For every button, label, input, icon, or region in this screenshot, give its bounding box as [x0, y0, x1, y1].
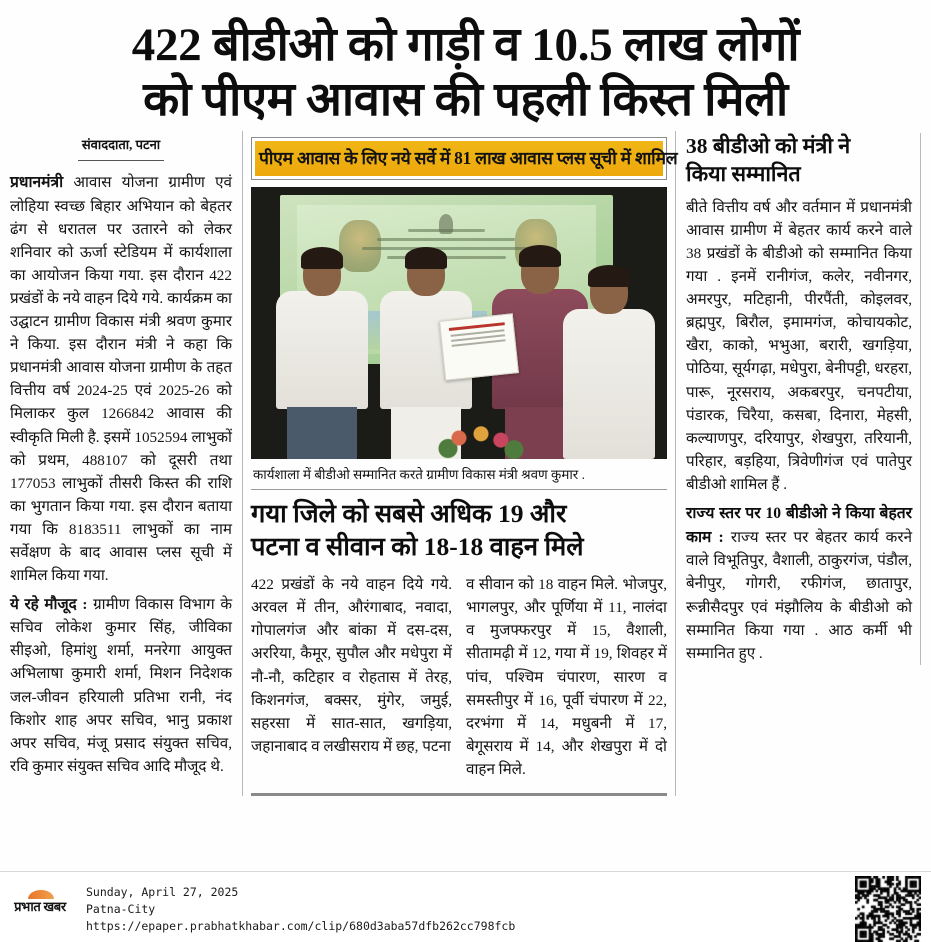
right-column-paragraph-1: बीते वित्तीय वर्ष और वर्तमान में प्रधानमंत्री आवास ग्रामीण में बेहतर कार्य करने वाले 38 प्रखंडों के बीडीओ को सम्मानित किया गया . इनमें रानीगंज, कलेर, नवीनगर, अमरपुर, मटिहानी, पीरपैंती, कोइलवर, ब्रह्मपुर, बिरौल, इमामगंज, कोचायकोट, खैरा, काको, भभुआ, बरारी, खगड़िया, पोठिया, सूर्यगढ़ा, मधेपुरा, बेनीपट्टी, धरहरा, पारू, नूरसराय, अकबरपुर, चनपटीया, पंडारक, चिरैया, कसबा, दिनारा, मेहसी, कल्याणपुर, दरियापुर, शेखपुरा, तरियानी, परिहार, बड़हिया, त्रिवेणीगंज एवं पातेपुर बीडीओ शामिल हैं . [686, 198, 912, 493]
mid-column-text-right-wrap [466, 573, 667, 787]
edition-name: Patna-City [86, 902, 156, 917]
clipping-footer [0, 871, 931, 942]
left-column-present-paragraph [10, 593, 232, 778]
article-photo [251, 187, 667, 459]
photo-person-head [590, 269, 628, 314]
right-column-headline [686, 133, 912, 189]
right-column-sub-label: राज्य स्तर पर 10 बीडीओ ने किया बेहतर काम : [686, 505, 912, 546]
clip-url[interactable]: https://epaper.prabhatkhabar.com/clip/680d3aba57dfb262cc798fcb [86, 919, 516, 934]
right-column-paragraph-2 [686, 502, 912, 665]
mid-column-text-left-wrap [251, 573, 452, 787]
headline-line-1: 422 बीडीओ को गाड़ी व 10.5 लाख लोगों [131, 19, 800, 71]
photo-person-torso [563, 309, 655, 459]
logo-text: प्रभात खबर [14, 899, 66, 914]
mid-column-text-right: व सीवान को 18 वाहन मिले. भोजपुर, भागलपुर, और पूर्णिया में 11, नालंदा व मुजफ्फरपुर में 15, वैशाली, सीतामढ़ी में 12, गया में 19, शिवहर में पांच, पश्चिम चंपारण, सारण व समस्तीपुर में 16, पूर्वी चंपारण में 22, दरभंगा में 14, मधुबनी में 17, बेगूसराय में 14, और शेखपुरा में दो वाहन मिले. [466, 576, 667, 778]
article-bottom-divider [251, 793, 667, 796]
lead-word: प्रधानमंत्री [10, 173, 64, 191]
photo-caption: कार्यशाला में बीडीओ सम्मानित करते ग्रामीण विकास मंत्री श्रवण कुमार . [251, 459, 667, 490]
left-column [10, 131, 242, 784]
mid-column-text-columns [251, 573, 667, 787]
photo-person-4 [563, 269, 655, 459]
present-text: ग्रामीण विकास विभाग के सचिव लोकेश कुमार सिंह, जीविका सीइओ, हिमांशु शर्मा, मनरेगा आयुक्त अभिलाषा कुमारी शर्मा, मिशन निदेशक जल-जीवन हरियाली प्रतिभा रानी, नंद किशोर शाह अपर सचिव, भानु प्रकाश अपर सचिव, मंजू प्रसाद संयुक्त सचिव, रवि कुमार संयुक्त सचिव आदि मौजूद थे. [10, 596, 232, 775]
photo-person-head [407, 251, 445, 296]
right-column-headline-line-1: 38 बीडीओ को मंत्री ने [686, 133, 851, 158]
publication-date: Sunday, April 27, 2025 [86, 885, 239, 899]
byline: संवाददाता, पटना [81, 136, 161, 152]
clipping-metadata [86, 884, 515, 935]
byline-divider [78, 160, 164, 161]
highlight-banner-text: पीएम आवास के लिए नये सर्वे में 81 लाख आवास प्लस सूची में शामिल [255, 141, 663, 176]
photo-person-1 [276, 251, 368, 459]
photo-person-head [303, 251, 341, 296]
highlight-banner [251, 137, 678, 180]
photo-text-line [408, 229, 485, 232]
left-column-paragraph-1-text: आवास योजना ग्रामीण एवं लोहिया स्वच्छ बिहार अभियान को बेहतर ढंग से धरातल पर उतारने को लेकर शनिवार को ऊर्जा स्टेडियम में कार्यशाला का आयोजन किया गया. इस दौरान 422 प्रखंडों के नये वाहन दिये गये. कार्यक्रम का उद्घाटन ग्रामीण विकास मंत्री श्रवण कुमार ने किया. इस दौरान मंत्री ने कहा कि प्रधानमंत्री आवास योजना ग्रामीण के तहत वित्तीय वर्ष 2024-25 एवं 2025-26 को मिलाकर कुल 1266842 आवास की स्वीकृति मिली है. इसमें 1052594 लाभुकों को प्रथम, 488107 को दूसरी तथा 177053 लाभुकों तीसरी किस्त की राशि का भुगतान किया गया. इस दौरान बताया गया कि 8183511 लाभुकों का नाम सर्वेक्षण के बाद आवास प्लस सूची में शामिल किया गया. [10, 173, 232, 585]
photo-flower-arrangement [426, 417, 536, 459]
right-column-inner [686, 133, 921, 665]
photo-person-hair [405, 247, 447, 269]
middle-column [242, 131, 676, 796]
photo-person-torso [276, 291, 368, 409]
right-column-paragraph-2-text: राज्य स्तर पर बेहतर कार्य करने वाले विभूतिपुर, वैशाली, ठाकुरगंज, पंडौल, बेनीपुर, गोगरी, रफीगंज, छातापुर, रून्नीसैदपुर एवं मंझौलिय के बीडीओ को सम्मानित किया गया . आठ कर्मी भी सम्मानित हुए . [686, 528, 912, 662]
publication-logo [8, 890, 72, 915]
right-column [676, 131, 921, 671]
sub-headline-line-1: गया जिले को सबसे अधिक 19 और [251, 498, 567, 528]
right-column-headline-line-2: किया सम्मानित [686, 161, 801, 186]
sub-headline-line-2: पटना व सीवान को 18-18 वाहन मिले [251, 531, 584, 561]
article-body [0, 131, 931, 841]
photo-person-legs [287, 407, 357, 459]
page-title [0, 0, 931, 131]
present-label: ये रहे मौजूद : [10, 596, 88, 614]
qr-code[interactable] [855, 876, 921, 942]
left-column-paragraph-1 [10, 171, 232, 587]
sub-headline [251, 498, 667, 563]
photo-text-line [377, 238, 515, 241]
photo-person-hair [588, 265, 630, 287]
photo-certificate [439, 314, 519, 381]
photo-person-hair [519, 245, 561, 267]
photo-person-head [521, 249, 559, 294]
headline-line-2: को पीएम आवास की पहली किस्त मिली [143, 74, 788, 127]
mid-column-text-left: 422 प्रखंडों के नये वाहन दिये गये. अरवल में तीन, औरंगाबाद, नवादा, गोपालगंज और बांका में दस-दस, अररिया, कैमूर, सुपौल और मधेपुरा में नौ-नौ, कटिहार व रोहतास में तेरह, किशनगंज, बक्सर, मुंगेर, जमुई, सहरसा में सात-सात, खगड़िया, जहानाबाद व लखीसराय में छह, पटना [251, 576, 452, 755]
photo-person-hair [301, 247, 343, 269]
